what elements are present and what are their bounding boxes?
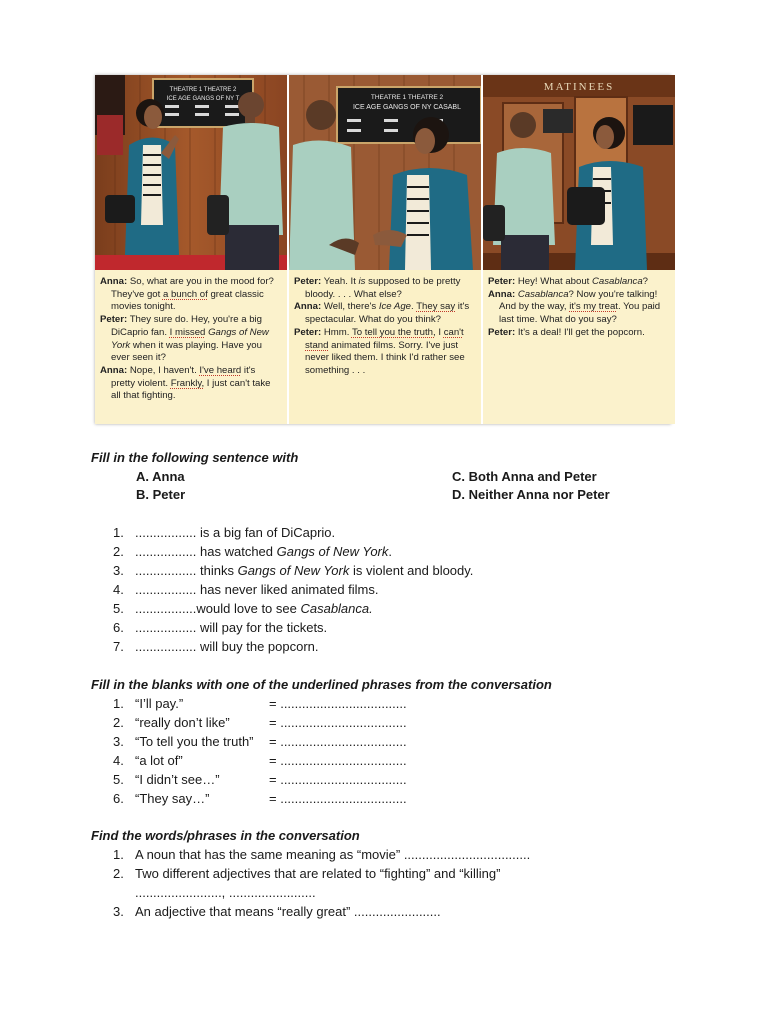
italic-title: Gangs of New York	[276, 544, 389, 559]
text-run: .................would love to see	[135, 601, 301, 616]
panel-2-photo	[289, 75, 481, 270]
italic-title: Gangs of New York	[111, 326, 269, 351]
marquee-text: ICE AGE GANGS OF NY T	[166, 96, 240, 102]
speaker-name: Anna:	[488, 288, 516, 300]
text-run: ? Now you're talking! And by the way,	[499, 288, 658, 313]
underlined-phrase: it's my treat	[569, 301, 618, 313]
marquee-text: THEATRE 1 THEATRE 2	[169, 87, 237, 93]
italic-title: Casablanca	[517, 288, 569, 300]
phrase-item: 3. “To tell you the truth” = ...................................	[113, 734, 407, 749]
underlined-phrase: They say	[416, 301, 456, 313]
phrase-item: 2. “really don’t like” = ...................................	[113, 715, 407, 730]
sentence-item: 5. .................would love to see Casablanca.	[113, 601, 373, 616]
vocab-item-blanks: ........................, ........................	[135, 885, 316, 900]
phrase-item: 4. “a lot of” = ...................................	[113, 753, 407, 768]
phrase-item: 6. “They say…” = ...................................	[113, 791, 407, 806]
speaker-name: Peter:	[100, 314, 128, 326]
vocab-item: 2. Two different adjectives that are related to “fighting” and “killing”	[113, 866, 501, 881]
text-run: ?	[642, 276, 649, 287]
panel-1	[95, 75, 287, 424]
option-d: D. Neither Anna nor Peter	[452, 487, 610, 502]
text-run: It's a deal! I'll get the popcorn.	[515, 326, 645, 338]
text-run: when it was playing. Have you ever seen it?	[111, 339, 262, 364]
panel-3-photo	[483, 75, 675, 270]
text-run: ................. will pay for the tickets.	[135, 620, 328, 635]
dialogue-line	[100, 365, 281, 403]
dialogue-line	[488, 276, 669, 289]
option-b: B. Peter	[136, 487, 186, 502]
text-run: great classic movies tonight.	[111, 288, 264, 313]
italic-title: Ice Age	[378, 301, 412, 313]
underlined-phrase: can't stand	[305, 326, 464, 351]
panel-2	[287, 75, 481, 424]
speaker-name: Peter:	[488, 276, 516, 287]
panel-2-caption	[289, 270, 481, 424]
underlined-phrase: Frankly,	[170, 377, 205, 389]
dialogue-line	[100, 276, 281, 314]
dialogue-line	[294, 276, 475, 301]
text-run: Yeah. It	[321, 276, 359, 287]
sentence-item: 1. ................. is a big fan of DiCaprio.	[113, 525, 336, 540]
text-run: Well, there's	[321, 301, 379, 313]
speaker-name: Peter:	[488, 326, 516, 338]
dialogue-line	[294, 301, 475, 326]
italic-title: is	[358, 276, 366, 287]
text-run: I	[435, 326, 444, 338]
text-run: Hmm.	[321, 326, 352, 338]
marquee-text: MATINEES	[543, 81, 615, 93]
speaker-name: Peter:	[294, 326, 322, 338]
section-1-heading: Fill in the following sentence with	[91, 450, 299, 465]
text-run: ................. will buy the popcorn.	[135, 639, 319, 654]
text-run: supposed to be pretty bloody. . . . What else?	[305, 276, 461, 300]
italic-title: Casablanca.	[300, 601, 373, 616]
phrase-item: 5. “I didn’t see…” = ...................................	[113, 772, 407, 787]
section-3-heading: Find the words/phrases in the conversation	[91, 828, 360, 843]
panel-1-photo	[95, 75, 287, 270]
dialogue-line	[294, 327, 475, 378]
text-run: ................. has never liked animated films.	[135, 582, 379, 597]
panel-3-caption	[483, 270, 675, 424]
text-run: it's pretty violent.	[111, 364, 256, 389]
text-run: They sure do. Hey, you're a big DiCaprio fan.	[111, 314, 262, 338]
text-run: animated films. Sorry. I've just never liked them. I think I'd rather see something . . .	[305, 339, 465, 376]
panel-1-caption	[95, 270, 287, 424]
section-2-heading: Fill in the blanks with one of the underlined phrases from the conversation	[91, 677, 552, 692]
dialogue-line	[488, 289, 669, 327]
text-run: .	[388, 544, 393, 559]
marquee-text: ICE AGE GANGS OF NY CASABL	[352, 104, 462, 111]
marquee-text: THEATRE 1 THEATRE 2	[370, 94, 444, 101]
vocab-item: 1. A noun that has the same meaning as “movie” ...................................	[113, 847, 531, 862]
text-run: Nope, I haven't.	[127, 364, 200, 376]
text-run: is violent and bloody.	[349, 563, 474, 578]
sentence-item: 6. ................. will pay for the tickets.	[113, 620, 328, 635]
dialogue-line	[100, 314, 281, 365]
comic-strip	[95, 75, 671, 424]
phrase-item: 1. “I’ll pay.” = ...................................	[113, 696, 407, 711]
text-run: . You paid last time. What do you say?	[499, 301, 661, 326]
text-run: ................. has watched	[135, 544, 277, 559]
underlined-phrase: I missed	[169, 326, 206, 338]
italic-title: Gangs of New York	[237, 563, 350, 578]
sentence-item: 7. ................. will buy the popcorn.	[113, 639, 319, 654]
sentence-item: 4. ................. has never liked animated films.	[113, 582, 379, 597]
underlined-phrase: I've heard	[199, 364, 242, 376]
text-run: Hey! What about	[515, 276, 592, 287]
text-run: ................. is a big fan of DiCaprio.	[135, 525, 336, 540]
sentence-item: 2. ................. has watched Gangs of New York.	[113, 544, 393, 559]
option-c: C. Both Anna and Peter	[452, 469, 597, 484]
text-run: I just can't take all that fighting.	[111, 377, 271, 402]
text-run: it's spectacular. What do you think?	[305, 301, 470, 326]
panel-3	[481, 75, 675, 424]
text-run: ................. thinks	[135, 563, 238, 578]
italic-title: Casablanca	[592, 276, 643, 287]
underlined-phrase: To tell you the truth,	[351, 326, 436, 338]
option-a: A. Anna	[136, 469, 185, 484]
vocab-item: 3. An adjective that means “really great” ........................	[113, 904, 441, 919]
underlined-phrase: a bunch of	[162, 288, 208, 300]
text-run: So, what are you in the mood for? They've got	[111, 276, 274, 300]
speaker-name: Peter:	[294, 276, 322, 287]
speaker-name: Anna:	[100, 364, 128, 376]
sentence-item: 3. ................. thinks Gangs of New York is violent and bloody.	[113, 563, 474, 578]
speaker-name: Anna:	[294, 301, 322, 313]
speaker-name: Anna:	[100, 276, 128, 287]
dialogue-line	[488, 327, 669, 340]
text-run: .	[411, 301, 417, 313]
